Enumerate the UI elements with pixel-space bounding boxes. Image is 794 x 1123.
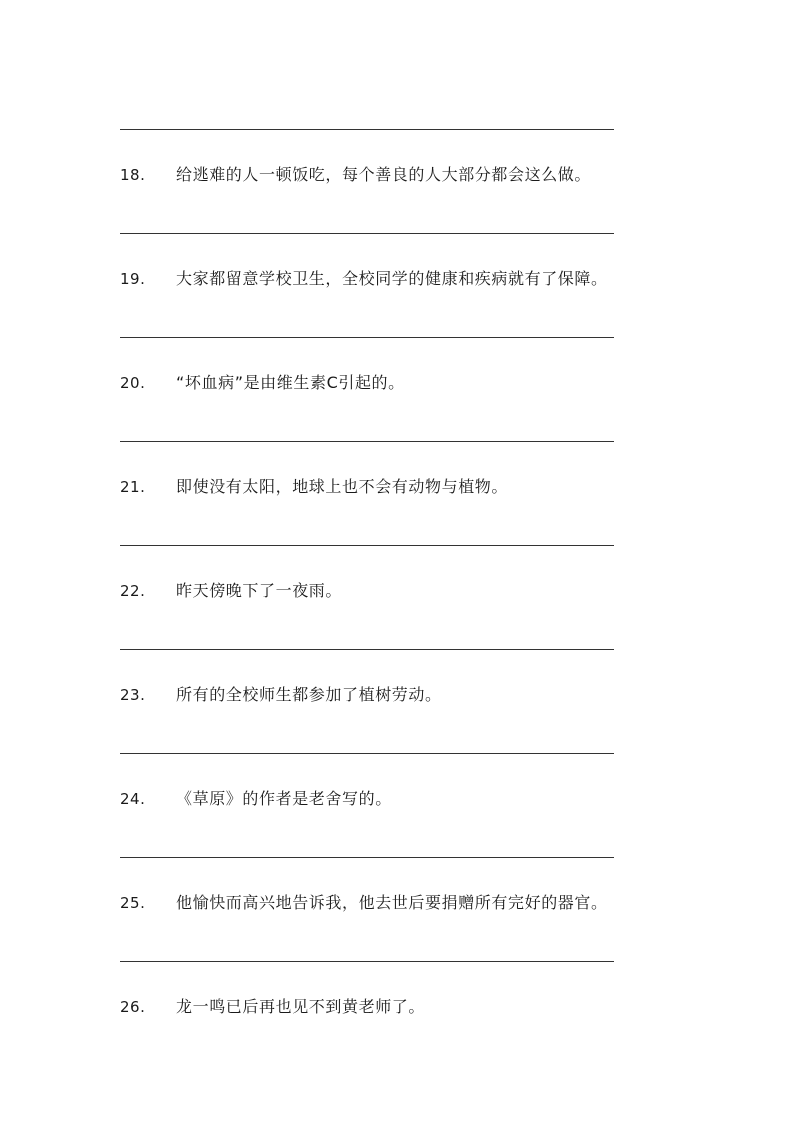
question-text: “坏血病”是由维生素C引起的。	[176, 373, 405, 392]
question-text: 给逃难的人一顿饭吃，每个善良的人大部分都会这么做。	[176, 165, 592, 184]
question-26	[120, 995, 680, 1019]
question-number: 23.	[120, 686, 146, 704]
question-text: 大家都留意学校卫生，全校同学的健康和疾病就有了保障。	[176, 269, 608, 288]
question-22	[120, 579, 680, 603]
question-19	[120, 267, 680, 291]
question-21	[120, 475, 680, 499]
question-number: 26.	[120, 998, 146, 1016]
question-number: 18.	[120, 166, 146, 184]
answer-line	[120, 129, 614, 130]
question-25	[120, 891, 680, 915]
question-23	[120, 683, 680, 707]
question-18	[120, 163, 680, 187]
question-text: 昨天傍晚下了一夜雨。	[176, 581, 343, 600]
question-text: 他愉快而高兴地告诉我，他去世后要捐赠所有完好的器官。	[176, 893, 608, 912]
answer-line	[120, 649, 614, 650]
answer-line	[120, 961, 614, 962]
answer-line	[120, 753, 614, 754]
question-number: 19.	[120, 270, 146, 288]
answer-line	[120, 857, 614, 858]
question-number: 21.	[120, 478, 146, 496]
answer-line	[120, 545, 614, 546]
question-number: 25.	[120, 894, 146, 912]
question-text: 即使没有太阳，地球上也不会有动物与植物。	[176, 477, 509, 496]
question-text: 《草原》的作者是老舍写的。	[176, 789, 392, 808]
question-number: 20.	[120, 374, 146, 392]
question-text: 龙一鸣已后再也见不到黄老师了。	[176, 997, 426, 1016]
answer-line	[120, 233, 614, 234]
question-number: 24.	[120, 790, 146, 808]
answer-line	[120, 441, 614, 442]
question-20	[120, 371, 680, 395]
answer-line	[120, 337, 614, 338]
question-number: 22.	[120, 582, 146, 600]
question-text: 所有的全校师生都参加了植树劳动。	[176, 685, 442, 704]
question-24	[120, 787, 680, 811]
